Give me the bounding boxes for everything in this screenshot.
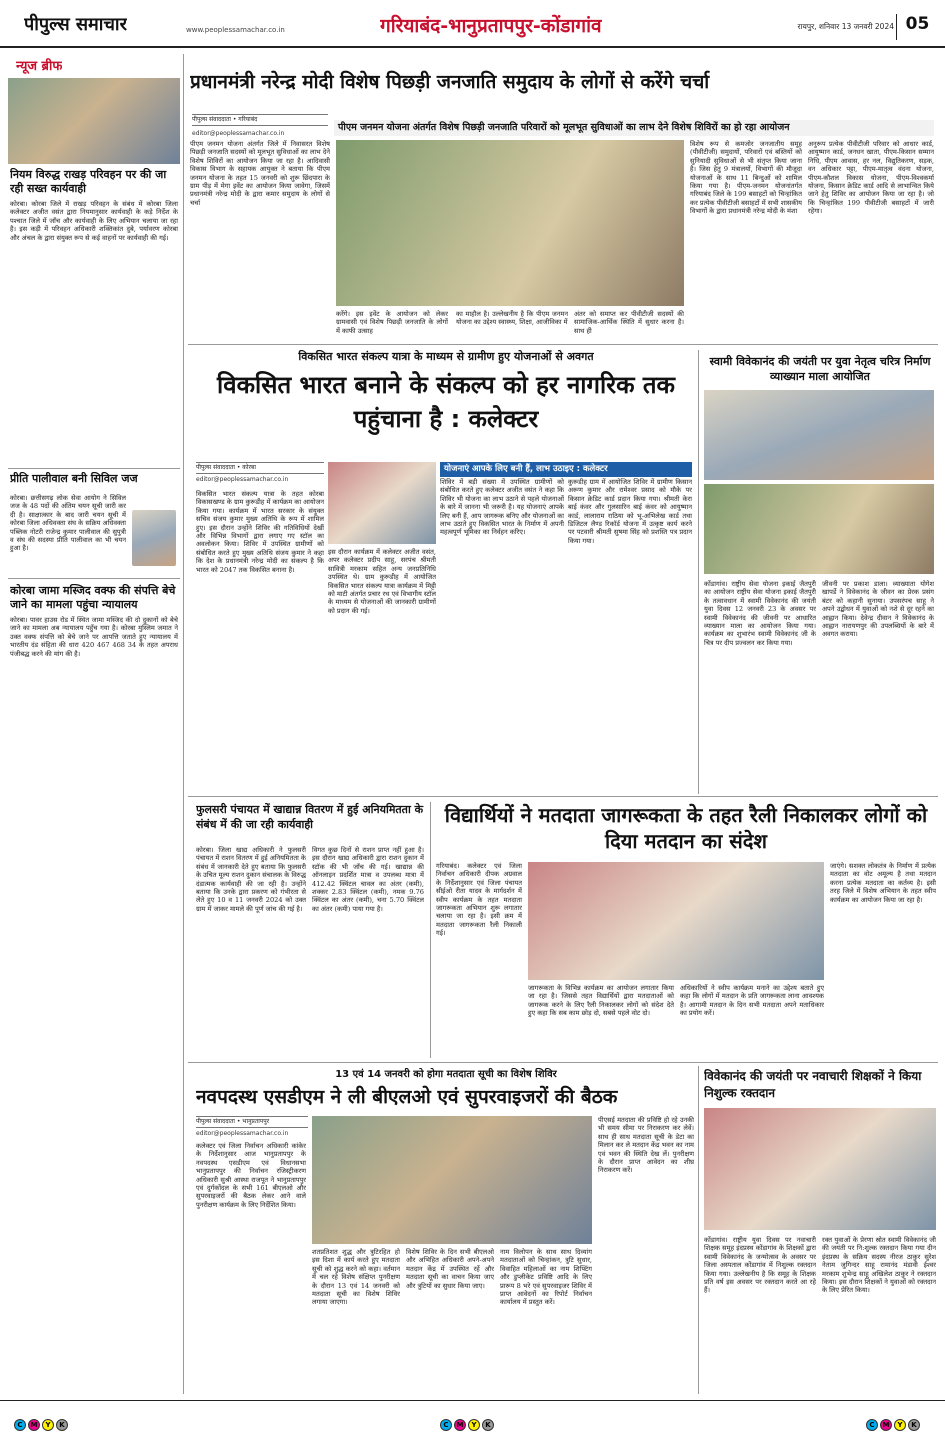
matdata-col-2: जागरूकता के विभिन्न कार्यक्रम का आयोजन लगातार किया जा रहा है। जिससे तहत विद्यार्थियों द्वारा मतदाताओं को जागरूक करने के लिए रैली निकालकर लोगों को संदेश देते हुए कहा कि सब काम छोड़ दो, सबसे पहले वोट दो। bbox=[528, 984, 674, 1018]
phulsari-col-1: कोरबा। जिला खाद्य अधिकारी ने फुलसरी पंचायत में राशन वितरण में हुई अनियमितता के संबंध में जानकारी देते हुए बताया कि फुलसरी के उचित मूल्य राशन दुकान संचालक के विरुद्ध दंडात्मक कार्यवाही की जा रही है। उन्होंने बताया कि उनके द्वारा प्रकरण को गंभीरता से लेते हुए 10 व 11 जनवरी 2024 को उक्त ग्राम में जाकर मामले की पूर्ण जांच की गई है। bbox=[196, 846, 306, 913]
page-number: 05 bbox=[896, 14, 938, 40]
cmyk-k: K bbox=[482, 1419, 494, 1431]
brief-headline-3: कोरबा जामा मस्जिद वक्फ की संपत्ति बेचे जाने का मामला पहुंचा न्यायालय bbox=[10, 584, 176, 611]
matdata-headline: विद्यार्थियों ने मतदाता जागरूकता के तहत रैली निकालकर लोगों को दिया मतदान का संदेश bbox=[444, 803, 928, 853]
sdm-col-2: शतप्रतिशत शुद्ध और त्रुटिरहित हो इस दिशा में कार्य करते हुए मतदाता सूची को शुद्ध करने को कहा। वर्तमान में चल रहे विशेष संक्षिप्त पुनरीक्षण के दौरान 13 एवं 14 जनवरी को मतदाता सूची का विशेष शिविर लगाया जाएगा। bbox=[312, 1248, 400, 1307]
phulsari-headline: फुलसरी पंचायत में खाद्यान्न वितरण में हुई अनियमितता के संबंध में की जा रही कार्यवाही bbox=[196, 803, 424, 831]
matdata-col-4: जाएंगे। सशक्त लोकतंत्र के निर्माण में प्रत्येक मतदाता का वोट अमूल्य है तथा मतदान करना प्रत्येक मतदाता का कर्तव्य है। इसी तरह जिले में विशेष अभियान के तहत स्वीप कार्यक्रम का आयोजन किया जा रहा है। bbox=[830, 862, 936, 904]
viksit-kicker: विकसित भारत संकल्प यात्रा के माध्यम से ग्रामीण हुए योजनाओं से अवगत bbox=[298, 350, 594, 363]
viksit-email[interactable]: editor@peoplessamachar.co.in bbox=[196, 476, 289, 483]
vivek1-col-1: कोंडागांव। राष्ट्रीय सेवा योजना इकाई जैतपुरी का आयोजन राष्ट्रीय सेवा योजना इकाई जैतपुरी के तत्वावधान में स्वामी विवेकानंद की जयंती युवा दिवस 12 जनवरी 23 के अवसर पर स्वामी विवेकानंद की जीवनी पर आधारित व्याख्यान माला का आयोजन किया गया। कार्यक्रम का शुभारंभ स्वामी विवेकानंद जी के चित्र पर दीप प्रज्वलन कर किया गया। bbox=[704, 580, 816, 647]
cmyk-c: C bbox=[866, 1419, 878, 1431]
vivek1-headline: स्वामी विवेकानंद की जयंती पर युवा नेतृत्व चरित्र निर्माण व्याख्यान माला आयोजित bbox=[709, 355, 931, 383]
news-brief-label: न्यूज ब्रीफ bbox=[16, 59, 63, 74]
sdm-col-1: कलेक्टर एवं जिला निर्वाचन अधिकारी कांकेर के निर्देशानुसार आज भानुप्रतापपुर के नवपदस्थ एसडीएम एवं विधानसभा भानुप्रतापपुर की निर्वाचन रजिस्ट्रीकरण अधिकारी सुश्री आस्था राजपूत ने भानुप्रतापपुर एवं दुर्गकोंदल के सभी 161 बीएलओ और सुपरवाइजरों की बैठक लेकर आने वाले पुनरीक्षण कार्यक्रम के लिए निर्देशित किया। bbox=[196, 1142, 306, 1209]
cmyk-k: K bbox=[908, 1419, 920, 1431]
vivek1-photo-1 bbox=[704, 390, 934, 480]
footer-cmyk-center bbox=[440, 1412, 496, 1431]
viksit-col-2: इस दौरान कार्यक्रम में कलेक्टर अजीत वसंत, अपर कलेक्टर प्रदीप साहू, सरपंच श्रीमती सावित्री मरकाम सहित अन्य जनप्रतिनिधि उपस्थित थे। ग्राम कुरूडीह में आयोजित विकसित भारत संकल्प यात्रा कार्यक्रम में मिट्टी को माटी अंतर्गत प्रचार रथ एवं विभागीय स्टॉल के माध्यम से योजनाओं की जानकारी ग्रामीणों को प्रदान की गई। bbox=[328, 548, 436, 615]
sadak-body bbox=[598, 1060, 694, 1061]
footer-cmyk-right bbox=[866, 1412, 922, 1431]
cmyk-y: Y bbox=[894, 1419, 906, 1431]
sdm-photo bbox=[312, 1116, 592, 1244]
cmyk-c: C bbox=[440, 1419, 452, 1431]
sdm-col-5: पीएसई मतदाता की प्रविष्टि हो रहे उनकी भी समय सीमा पर निराकरण कर लेवें। साथ ही साथ मतदाता सूची के डेटा का मिलान कर ले मतदान केंद्र भवन का नाम एवं भवन की स्थिति देख लें। पुनरीक्षण के दौरान प्राप्त आवेदन का शीघ्र निराकरण करें। bbox=[598, 1116, 694, 1175]
cmyk-m: M bbox=[880, 1419, 892, 1431]
brief-headline-2: प्रीति पालीवाल बनी सिविल जज bbox=[10, 472, 138, 485]
viksit-col-3: शिविर में बड़ी संख्या में उपस्थित ग्रामीणों को संबोधित करते हुए कलेक्टर अजीत वसंत ने कहा कि शिविर भी योजना का लाभ उठाने से पहले योजनाओं के बारे में जानना भी जरूरी है। यह योजनाएं आपके लिए बनी हैं, आप जागरूक बनिए और योजनाओं का लाभ उठाते हुए विकसित भारत के निर्माण में अपनी महत्वपूर्ण भूमिका का निर्वहन करिए। bbox=[440, 478, 564, 537]
sdm-kicker: 13 एवं 14 जनवरी को होगा मतदाता सूची का विशेष शिविर bbox=[335, 1069, 557, 1080]
cmyk-m: M bbox=[28, 1419, 40, 1431]
brief-body-2: कोरबा। छत्तीसगढ़ लोक सेवा आयोग ने सिविल जज के 48 पदों की अंतिम चयन सूची जारी कर दी है। साक्षात्कार के बाद जारी चयन सूची में कोरबा जिला अधिवक्ता संघ के सक्रिय अधिवक्ता पब्लिक नोटरी राजेन्द्र कुमार पालीवाल की सुपुत्री व संघ की सदस्या प्रीति पालीवाल का भी चयन हुआ है। bbox=[10, 494, 126, 553]
vivek1-col-2: जीवनी पर प्रकाश डाला। व्याख्याता योगेश खापर्डे ने विवेकानंद के जीवन का प्रेरक प्रसंग बंटर को कहानी सुनाया। उपसरंपच साहू ने अपने उद्बोधन में युवाओं को नशे से दूर रहने का आह्वान किया। देवेन्द्र दीवान ने विवेकानंद के आह्वान नारायणपुर की उपलब्धियों के बारे में अवगत कराया। bbox=[822, 580, 934, 639]
portrait-photo bbox=[132, 510, 176, 566]
cmyk-y: Y bbox=[42, 1419, 54, 1431]
vivek2-photo bbox=[704, 1108, 936, 1230]
sdm-headline: नवपदस्थ एसडीएम ने ली बीएलओ एवं सुपरवाइजरों की बैठक bbox=[196, 1086, 618, 1108]
top-story-deck: पीएम जनमन योजना अंतर्गत विशेष पिछड़ी जनजाति परिवारों को मूलभूत सुविधाओं का लाभ देने विशेष शिविरों का हो रहा आयोजन bbox=[334, 120, 934, 136]
top-story-headline: प्रधानमंत्री नरेन्द्र मोदी विशेष पिछड़ी जनजाति समुदाय के लोगों से करेंगे चर्चा bbox=[190, 71, 710, 93]
top-story-col-3: का माहौल है। उल्लेखनीय है कि पीएम जनमन योजना का उद्देश्य स्वास्थ्य, शिक्षा, आजीविका में bbox=[456, 310, 568, 327]
dateline: रायपुर, शनिवार 13 जनवरी 2024 bbox=[797, 22, 894, 31]
section-title: गरियाबंद-भानुप्रतापपुर-कोंडागांव bbox=[380, 15, 602, 37]
brief-headline-1: नियम विरुद्ध राखड़ परिवहन पर की जा रही सख्त कार्यवाही bbox=[10, 168, 167, 195]
viksit-box-label: योजनाएं आपके लिए बनी हैं, लाभ उठाइए : कलेक्टर bbox=[440, 462, 692, 477]
cmyk-m: M bbox=[454, 1419, 466, 1431]
matdata-col-1: गरियाबंद। कलेक्टर एवं जिला निर्वाचन अधिकारी दीपक अग्रवाल के निर्देशानुसार एवं जिला पंचायत सीईओ रीता यादव के मार्गदर्शन में स्वीप कार्यक्रम के तहत मतदाता जागरूकता अभियान शुरू लगातार चलाया जा रहा है। इसी क्रम में मतदाता जागरूकता रैली निकाली गई। bbox=[436, 862, 522, 938]
top-story-col-1: पीएम जनमन योजना अंतर्गत जिले में निवासरत विशेष पिछड़ी जनजाति सदस्यों को मूलभूत सुविधाओं का लाभ देने विशेष शिविरों का आयोजन किया जा रहा है। आदिवासी विकास विभाग के सहायक आयुक्त ने बताया कि पीएम जनमन योजना के तहत 15 जनवरी को शुरू छिंदपारा के ग्राम पीड़ में मेगा इवेंट का आयोजन किया जावेगा, जिसमें प्रधानमंत्री नरेन्द्र मोदी के द्वारा कमार समुदाय के लोगों से चर्चा bbox=[190, 140, 330, 207]
top-story-photo bbox=[336, 140, 684, 306]
viksit-photo bbox=[328, 462, 436, 544]
top-story-col-2: करेंगे। इस इवेंट के आयोजन को लेकर ग्रामवासी एवं विशेष पिछड़ी जनजाति के लोगों में काफी उत्साह bbox=[336, 310, 448, 335]
masthead bbox=[0, 0, 945, 48]
top-story-col-4: अंतर को समाप्त कर पीवीटीजी सदस्यों की सामाजिक-आर्थिक स्थिति में सुधार करना है। साथ ही bbox=[574, 310, 684, 335]
vivek1-photo-2 bbox=[704, 484, 934, 574]
viksit-col-1: विकसित भारत संकल्प यात्रा के तहत कोरबा विकासखण्ड के ग्राम कुरूडीह में कार्यक्रम का आयोजन किया गया। कार्यक्रम में भारत सरकार के संयुक्त सचिव संजय कुमार मुख्य अतिथि के रूप में शामिल हुए। इस दौरान उन्होंने शिविर की गतिविधियों देखीं और विभिन्न विभागों द्वारा लगाए गए स्टॉल का अवलोकन किया। शिविर में उपस्थित ग्रामीणों को संबोधित करते हुए मुख्य अतिथि संजय कुमार ने कहा कि देश के प्रधानमंत्री नरेन्द्र मोदी का संकल्प है कि भारत को 2047 तक विकसित बनाना है। bbox=[196, 490, 324, 574]
top-story-byline: पीपुल्स संवाददाता • गरियाबंद bbox=[192, 114, 328, 126]
vivek2-col-2: रक्त युवाओं के प्रेरणा स्रोत स्वामी विवेकानंद जी की जयंती पर नि:शुल्क रक्तदान किया गया दीन इंदप्रस्थ के सक्रिय सदस्य नीरज ठाकुर सुरेश नेताम जुगिन्दर साहू रामानंद मंडावी ईश्वर मरकाम शुभेन्द्र साहू अखिलेश ठाकुर ने रक्तदान किया। इस दौरान शिक्षकों ने युवाओं को रक्तदान के लिए प्रेरित किया। bbox=[822, 1236, 936, 1295]
brief-body-3: कोरबा। पावर हाउस रोड में स्थित जामा मस्जिद की दो दुकानों को बेचे जाने का मामला अब न्यायालय पहुँच गया है। कोरबा मुस्लिम जमात ने उक्त वक्फ संपत्ति को बेचे जाने पर आपत्ति जताते हुए न्यायालय में भारतीय दंड संहिता की धारा 420 467 468 34 के तहत अपराध पंजीबद्ध करने की मांग की है। bbox=[10, 616, 178, 658]
cmyk-k: K bbox=[56, 1419, 68, 1431]
sdm-col-4: नाम विलोपन के साथ साथ दिव्यांग मतदाताओं को चिन्हांकन, त्रुटि सुधार, विवाहित महिलाओं का नाम शिफ्टिंग और डुप्लीकेट प्रविष्टि आदि के लिए प्रारूप 8 भरे एवं सुपरवाइजर शिविर में प्राप्त आवेदनों का रिपोर्ट निर्वाचन कार्यालय में प्रस्तुत करें। bbox=[500, 1248, 592, 1307]
matdata-col-3: अधिकारियों ने स्वीप कार्यक्रम मनाने का उद्देश्य बताते हुए कहा कि लोगों में मतदान के प्रति जागरूकता लाना आवश्यक है। आगामी मतदान के दिन सभी मतदाता अपने मताधिकार का प्रयोग करें। bbox=[680, 984, 824, 1018]
vivek2-col-1: कोंडागांव। राष्ट्रीय युवा दिवस पर नवाचारी शिक्षक समूह इंदप्रस्थ कोंडागांव के शिक्षकों द्वारा स्वामी विवेकानंद के जन्मोत्सव के अवसर पर जिला अस्पताल कोंडागांव में निशुल्क रक्तदान किया गया। उल्लेखनीय है कि समूह के शिक्षक प्रति वर्ष इस अवसर पर रक्तदान करते आ रहे हैं। bbox=[704, 1236, 816, 1295]
news-brief-column bbox=[8, 54, 180, 1394]
viksit-headline: विकसित भारत बनाने के संकल्प को हर नागरिक तक पहुंचाना है : कलेक्टर bbox=[217, 371, 675, 433]
vivek2-headline: विवेकानंद की जयंती पर नवाचारी शिक्षकों ने किया निशुल्क रक्तदान bbox=[704, 1069, 922, 1100]
viksit-col-4: कुरूडीह ग्राम में आयोजित शिविर में ग्रामीण किसान अरूण कुमार और रामेश्वर प्रसाद को मौके पर किसान क्रेडिट कार्ड प्रदान किया गया। श्रीमती केरा बाई कंवर और गुलसारिन बाई कंवर को आयुष्मान कार्ड, लालाराम राठिया को भू-अभिलेख कार्ड तथा डिजिटल लैण्ड रिकॉर्ड योजना में उत्कृष्ट कार्य करने पर पटवारी श्रीमती सुषमा सिंह को प्रशस्ति पत्र प्रदान किया गया। bbox=[568, 478, 692, 545]
viksit-byline: पीपुल्स संवाददाता • कोरबा bbox=[196, 462, 324, 474]
sdm-email[interactable]: editor@peoplessamachar.co.in bbox=[196, 1130, 289, 1137]
sdm-byline: पीपुल्स संवाददाता • भानुप्रतापपुर bbox=[196, 1116, 308, 1128]
brand-logo: पीपुल्स समाचार bbox=[24, 14, 127, 35]
top-story-col-6: अनुरूप प्रत्येक पीवीटीजी परिवार को आधार कार्ड, आयुष्मान कार्ड, जनधन खाता, पीएम-किसान सम्मान निधि, पीएम आवास, हर नल, विद्युतिकरण, सड़क, वन अधिकार पट्टा, पीएम-मातृत्व वंदना योजना, पीएम-कौशल विकास योजना, पीएम-विश्वकर्मा योजना, किसान क्रेडिट कार्ड आदि से लाभान्वित किये जाने हेतु शिविर का आयोजन किया जा रहा है। जो कि चिन्हांकित 199 पीवीटीजी बसाहटों में जारी रहेगा। bbox=[808, 140, 934, 216]
brief-photo bbox=[8, 78, 180, 164]
phulsari-col-2: विगत कुछ दिनों से राशन प्राप्त नहीं हुआ है। इस दौरान खाद्य अधिकारी द्वारा राशन दुकान में स्टॉक की भी जाँच की गई। खाद्यान्न की ऑनलाइन प्रदर्शित मात्रा व उपलब्ध मात्रा में 412.42 क्विंटल चावल का अंतर (कमी), शक्कर 2.83 क्विंटल (कमी), नमक 9.76 क्विंटल का अंतर (कमी), चना 5.70 क्विंटल का अंतर (कमी) पाया गया है। bbox=[312, 846, 424, 913]
top-story-col-5: विशेष रूप से कमजोर जनजातीय समूह (पीवीटीजी) समुदायों, परिवारों एवं बस्तियों को सुनियादी सुविधाओं से भी संतृप्त किया जाना है। जिस हेतु 9 मंत्रालयों, विभागों की मौजूदा योजनाओं के साथ 11 बिन्दुओं को शामिल किया गया है। पीएम-जनमन योजनांतर्गत गरियाबंद जिले के 199 बसाहटों को चिन्हांकित कर प्रत्येक पीवीटीजी बसाहटों में सभी शासकीय विभागों के द्वारा प्रधानमंत्री नरेन्द्र मोदी के मंशा bbox=[690, 140, 802, 216]
top-story-email[interactable]: editor@peoplessamachar.co.in bbox=[192, 130, 285, 137]
brief-body-1: कोरबा। कोरबा जिले में राखड़ परिवहन के संबंध में कोरबा जिला कलेक्टर अजीत वसंत द्वारा नियमानुसार कार्यवाही के कड़े निर्देश के पश्चात जिले में जाँच और कार्यवाही के लिए अभियान चलाया जा रहा है। इस कड़ी में परिवहन अधिकारी शक्तिकांत दुबे, पर्यावरण कोरबा और अंचल के द्वारा संयुक्त रूप से कई वाहनों पर कार्यवाही की गई। bbox=[10, 200, 178, 242]
sdm-col-3: विशेष शिविर के दिन सभी बीएलओ और अभिहित अधिकारी अपने-अपने मतदान केंद्र में उपस्थित रहें और मतदाता सूची का वाचन किया जाए और त्रुटियों का सुधार किया जाए। bbox=[406, 1248, 494, 1290]
cmyk-c: C bbox=[14, 1419, 26, 1431]
footer-cmyk-left bbox=[14, 1412, 70, 1431]
matdata-photo bbox=[528, 862, 824, 980]
cmyk-y: Y bbox=[468, 1419, 480, 1431]
site-url[interactable]: www.peoplessamachar.co.in bbox=[186, 26, 285, 34]
